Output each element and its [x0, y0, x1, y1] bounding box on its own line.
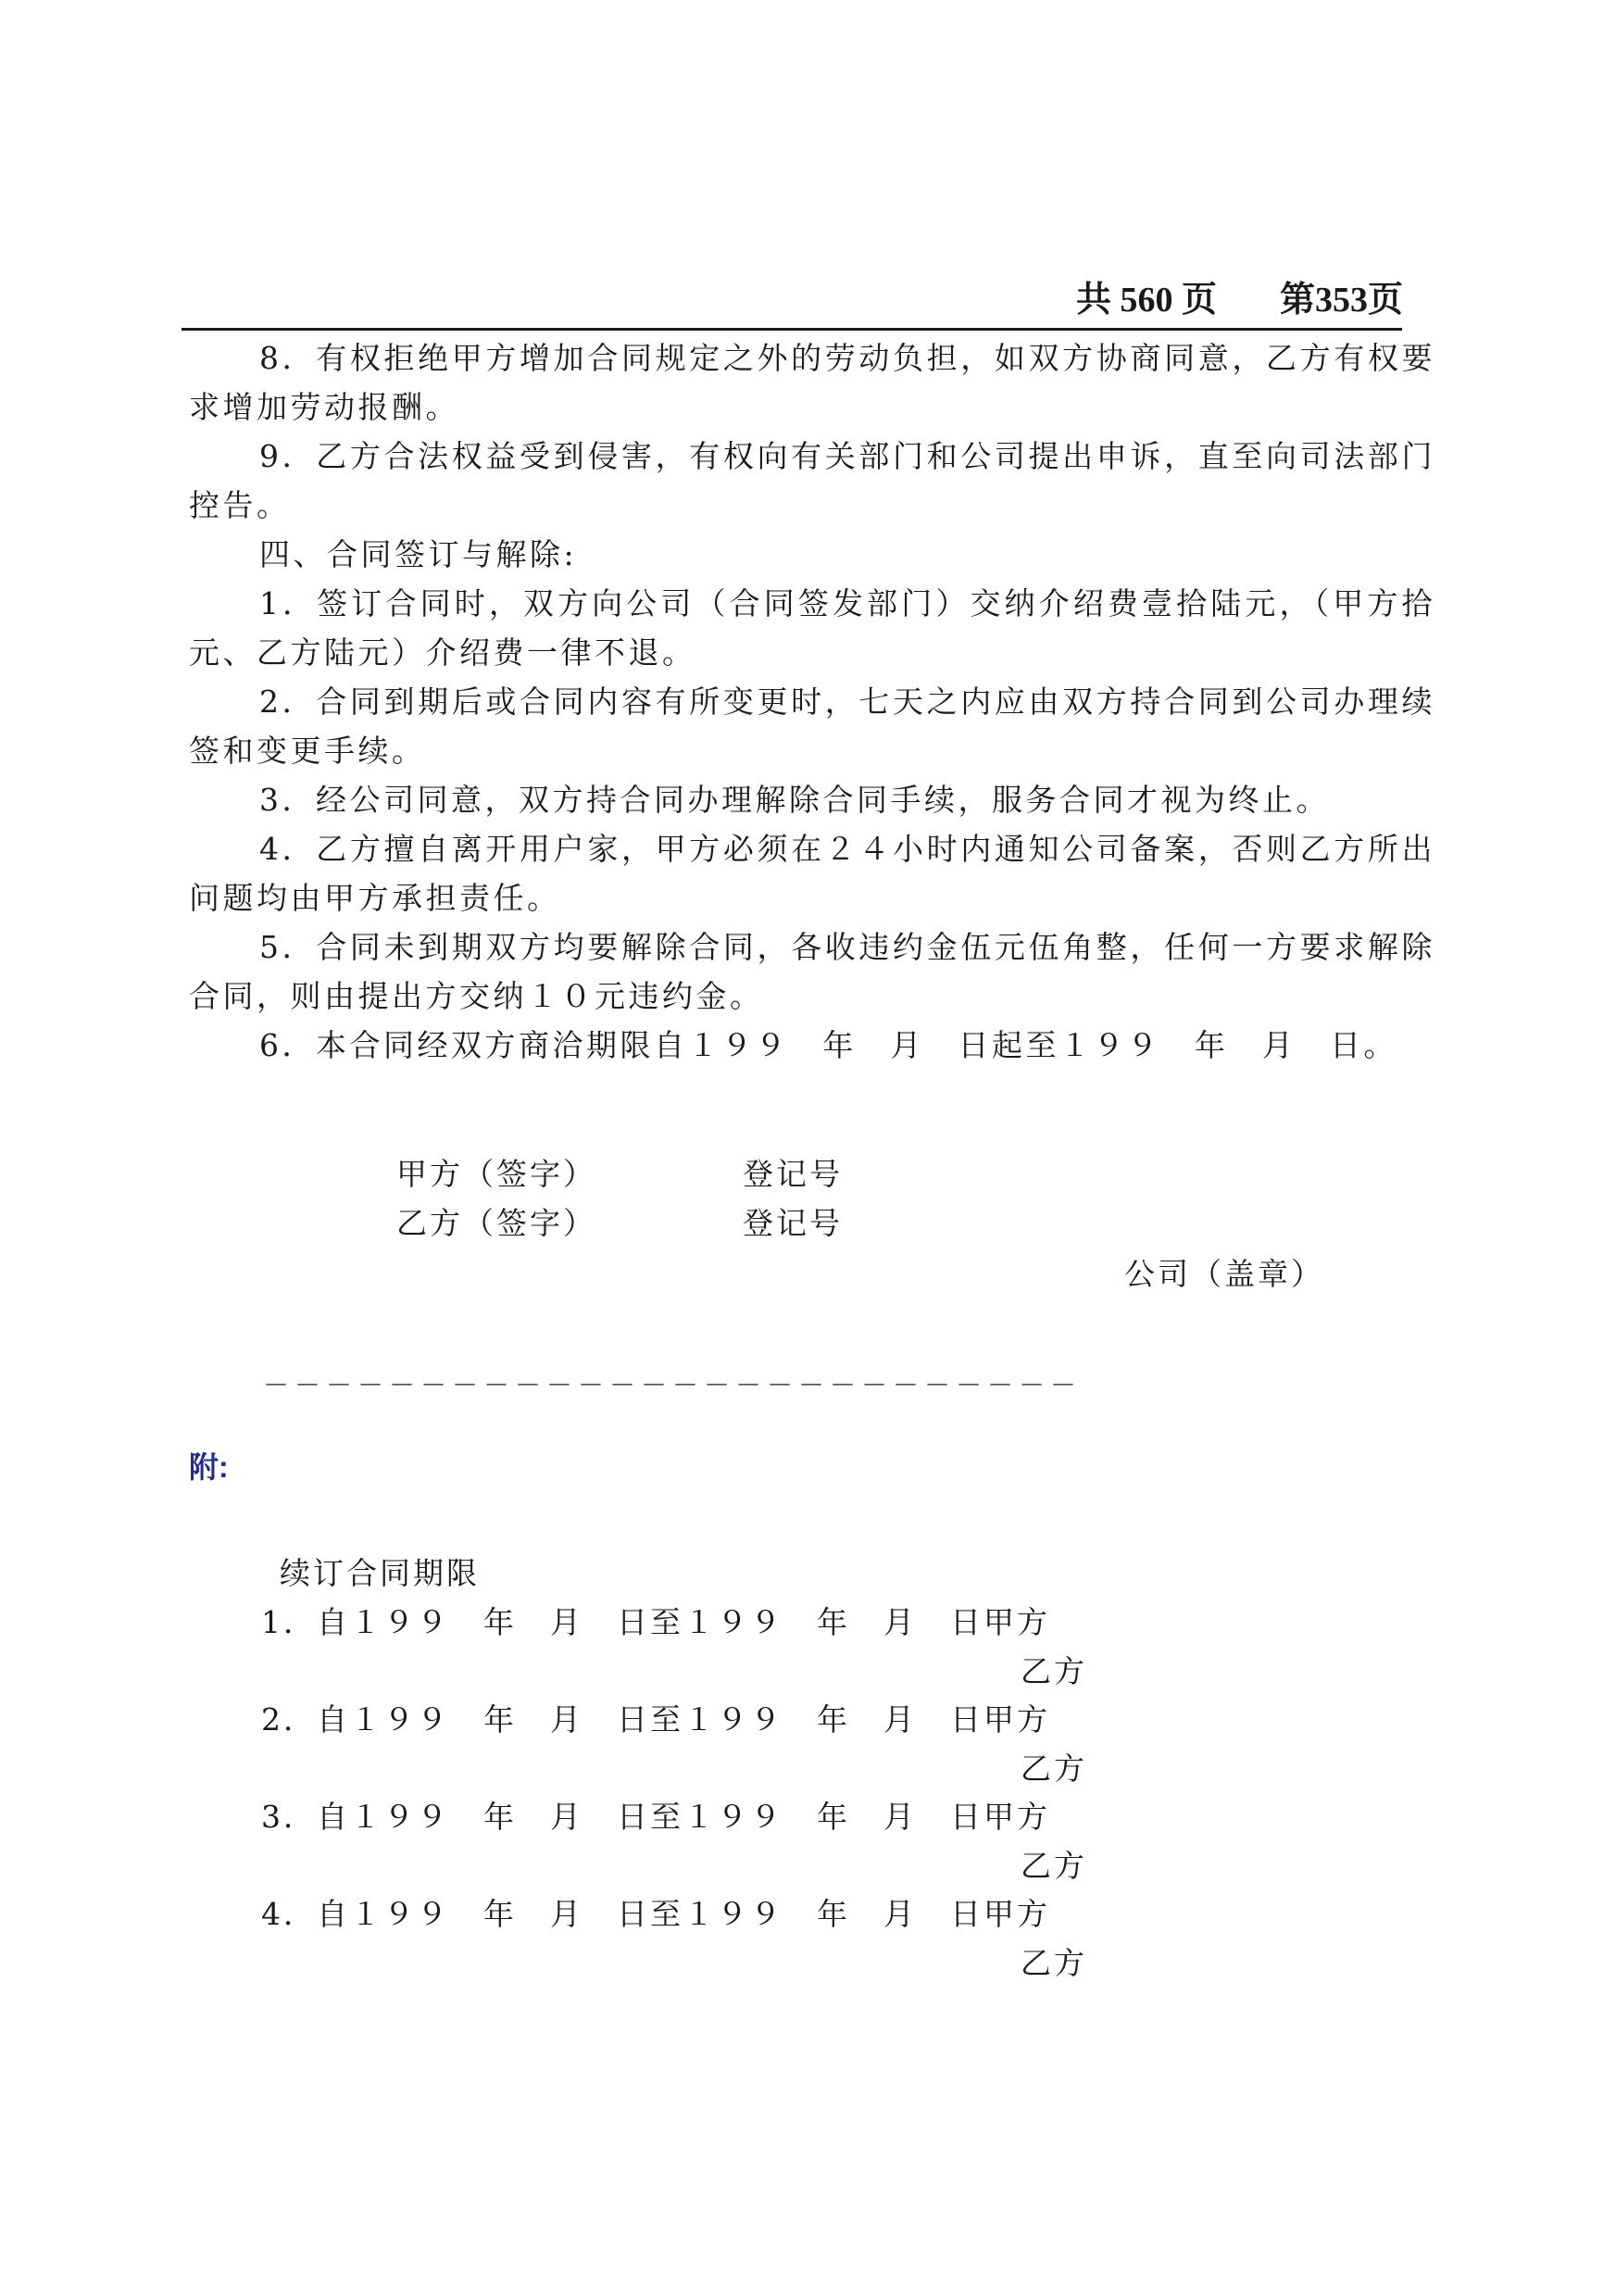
renewal-row-3-party-b: 乙方: [1021, 1848, 1087, 1884]
renewal-row-1-party-b: 乙方: [1021, 1653, 1087, 1689]
page-header: [1076, 278, 1403, 322]
party-a-registration: 登记号: [743, 1156, 843, 1192]
header-rule: [182, 328, 1402, 331]
separator-line: －－－－－－－－－－－－－－－－－－－－－－－－－－: [263, 1370, 1083, 1400]
renewal-title: 续订合同期限: [280, 1555, 480, 1591]
renewal-row-3: 3．自１９９ 年 月 日至１９９ 年 月 日甲方: [261, 1799, 1050, 1835]
clause-1: 1．签订合同时，双方向公司（合同签发部门）交纳介绍费壹拾陆元，（甲方拾元、乙方陆元）介绍费一律不退。: [189, 585, 1435, 671]
appendix-label: 附:: [189, 1450, 229, 1484]
clause-4: 4．乙方擅自离开用户家，甲方必须在２４小时内通知公司备案，否则乙方所出问题均由甲方承担责任。: [189, 831, 1435, 916]
clause-9: 9．乙方合法权益受到侵害，有权向有关部门和公司提出申诉，直至向司法部门控告。: [189, 438, 1435, 523]
contract-body: [189, 333, 1435, 1070]
party-a-signature: 甲方（签字）: [396, 1156, 596, 1192]
renewal-row-2: 2．自１９９ 年 月 日至１９９ 年 月 日甲方: [261, 1701, 1050, 1738]
renewal-row-2-party-b: 乙方: [1021, 1750, 1087, 1787]
clause-6: 6．本合同经双方商洽期限自１９９ 年 月 日起至１９９ 年 月 日。: [259, 1027, 1397, 1063]
section-heading: 四、合同签订与解除:: [259, 536, 578, 572]
total-pages: 共 560 页: [1075, 281, 1217, 320]
renewal-row-1: 1．自１９９ 年 月 日至１９９ 年 月 日甲方: [261, 1604, 1050, 1640]
clause-3: 3．经公司同意，双方持合同办理解除合同手续，服务合同才视为终止。: [259, 782, 1330, 818]
party-b-registration: 登记号: [743, 1205, 843, 1241]
party-b-signature: 乙方（签字）: [396, 1205, 596, 1241]
company-seal: 公司（盖章）: [1124, 1256, 1324, 1292]
renewal-row-4: 4．自１９９ 年 月 日至１９９ 年 月 日甲方: [261, 1896, 1050, 1932]
renewal-row-4-party-b: 乙方: [1021, 1945, 1087, 1981]
clause-8: 8．有权拒绝甲方增加合同规定之外的劳动负担，如双方协商同意，乙方有权要求增加劳动报酬。: [189, 340, 1435, 425]
clause-5: 5．合同未到期双方均要解除合同，各收违约金伍元伍角整，任何一方要求解除合同，则由提出方交纳１０元违约金。: [189, 929, 1435, 1014]
clause-2: 2．合同到期后或合同内容有所变更时，七天之内应由双方持合同到公司办理续签和变更手续。: [189, 684, 1435, 769]
current-page: 第353页: [1279, 281, 1403, 320]
